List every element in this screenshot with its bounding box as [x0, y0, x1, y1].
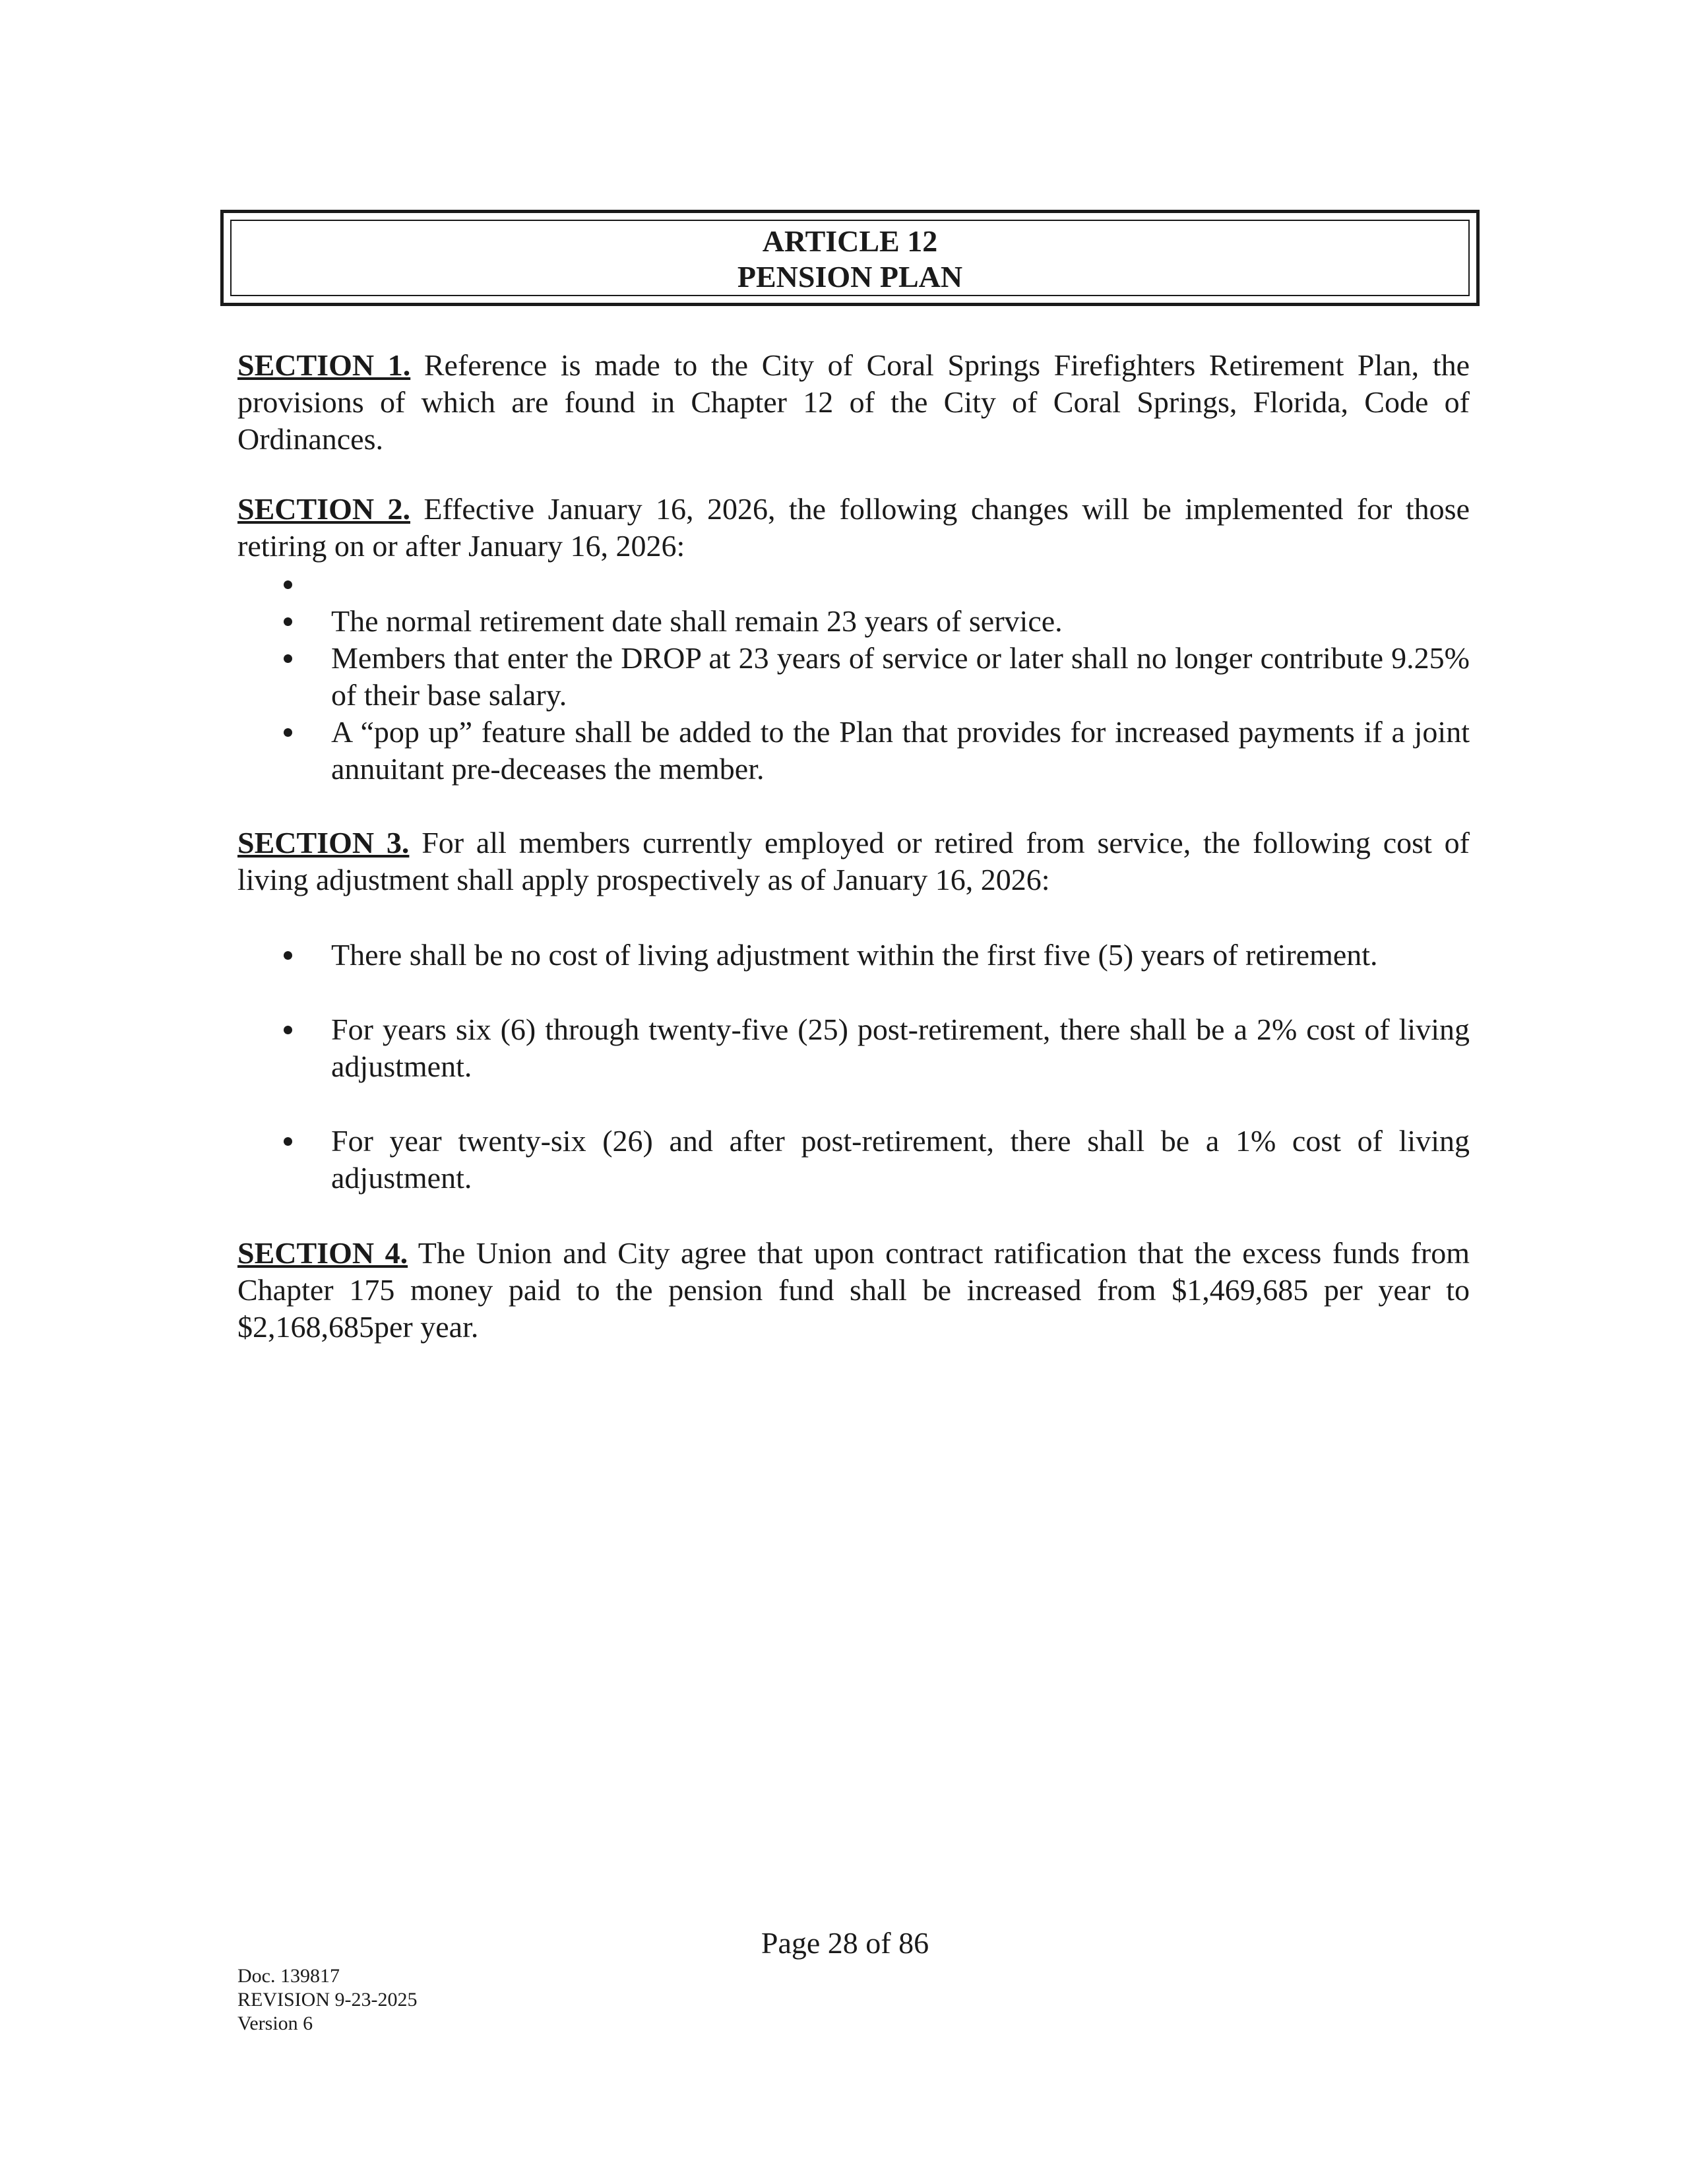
bullet-icon: [284, 1026, 292, 1034]
list-item-text: For years six (6) through twenty-five (25) post-retirement, there shall be a 2% cost of living adjustment.: [331, 1013, 1470, 1083]
list-item-text: There shall be no cost of living adjustment within the first five (5) years of retirement.: [331, 938, 1378, 972]
list-item: [237, 1011, 1470, 1085]
article-title-inner: [230, 220, 1470, 296]
section-2-bullets: [237, 566, 1470, 788]
bullet-icon: [284, 654, 292, 663]
list-item-text: Members that enter the DROP at 23 years of service or later shall no longer contribute 9.25% of their base salary.: [331, 641, 1470, 712]
list-item: [237, 937, 1470, 974]
section-3-text: For all members currently employed or retired from service, the following cost of living adjustment shall apply prospectively as of January 16, 2026:: [237, 826, 1470, 896]
page-number: Page 28 of 86: [761, 1926, 929, 1960]
doc-version: Version 6: [237, 2012, 313, 2034]
list-item: [237, 714, 1470, 788]
doc-info: [237, 1964, 417, 2036]
bullet-icon: [284, 580, 292, 589]
article-number: ARTICLE 12: [762, 224, 938, 258]
list-item: [237, 1123, 1470, 1197]
section-2-label: SECTION 2.: [237, 492, 410, 526]
list-item-text: A “pop up” feature shall be added to the Plan that provides for increased payments if a joint annuitant pre-deceases the member.: [331, 715, 1470, 786]
bullet-icon: [284, 617, 292, 626]
section-2: [237, 491, 1470, 565]
section-1-label: SECTION 1.: [237, 348, 411, 382]
list-item: [237, 640, 1470, 714]
list-item: [237, 566, 1470, 603]
doc-number: Doc. 139817: [237, 1965, 340, 1987]
list-item: [237, 603, 1470, 640]
section-4-text: The Union and City agree that upon contract ratification that the excess funds from Chapter 175 money paid to the pension fund shall be increased from $1,469,685 per year to $2,168,685per year.: [237, 1236, 1470, 1344]
section-3-bullets: [237, 937, 1470, 1197]
doc-revision: REVISION 9-23-2025: [237, 1989, 418, 2011]
bullet-icon: [284, 728, 292, 737]
article-title-box: [220, 210, 1480, 306]
section-1-text: Reference is made to the City of Coral Springs Firefighters Retirement Plan, the provisions of which are found in Chapter 12 of the City of Coral Springs, Florida, Code of Ordinances.: [237, 348, 1470, 456]
section-3: [237, 825, 1470, 898]
section-3-label: SECTION 3.: [237, 826, 410, 859]
section-2-text: Effective January 16, 2026, the following changes will be implemented for those retiring on or after January 16, 2026:: [237, 492, 1470, 563]
bullet-icon: [284, 951, 292, 960]
list-item-text: For year twenty-six (26) and after post-retirement, there shall be a 1% cost of living adjustment.: [331, 1124, 1470, 1195]
section-1: [237, 347, 1470, 458]
bullet-icon: [284, 1137, 292, 1146]
list-item-text: The normal retirement date shall remain 23 years of service.: [331, 604, 1063, 638]
section-4-label: SECTION 4.: [237, 1236, 408, 1270]
article-title: PENSION PLAN: [737, 260, 963, 294]
section-4: [237, 1235, 1470, 1346]
